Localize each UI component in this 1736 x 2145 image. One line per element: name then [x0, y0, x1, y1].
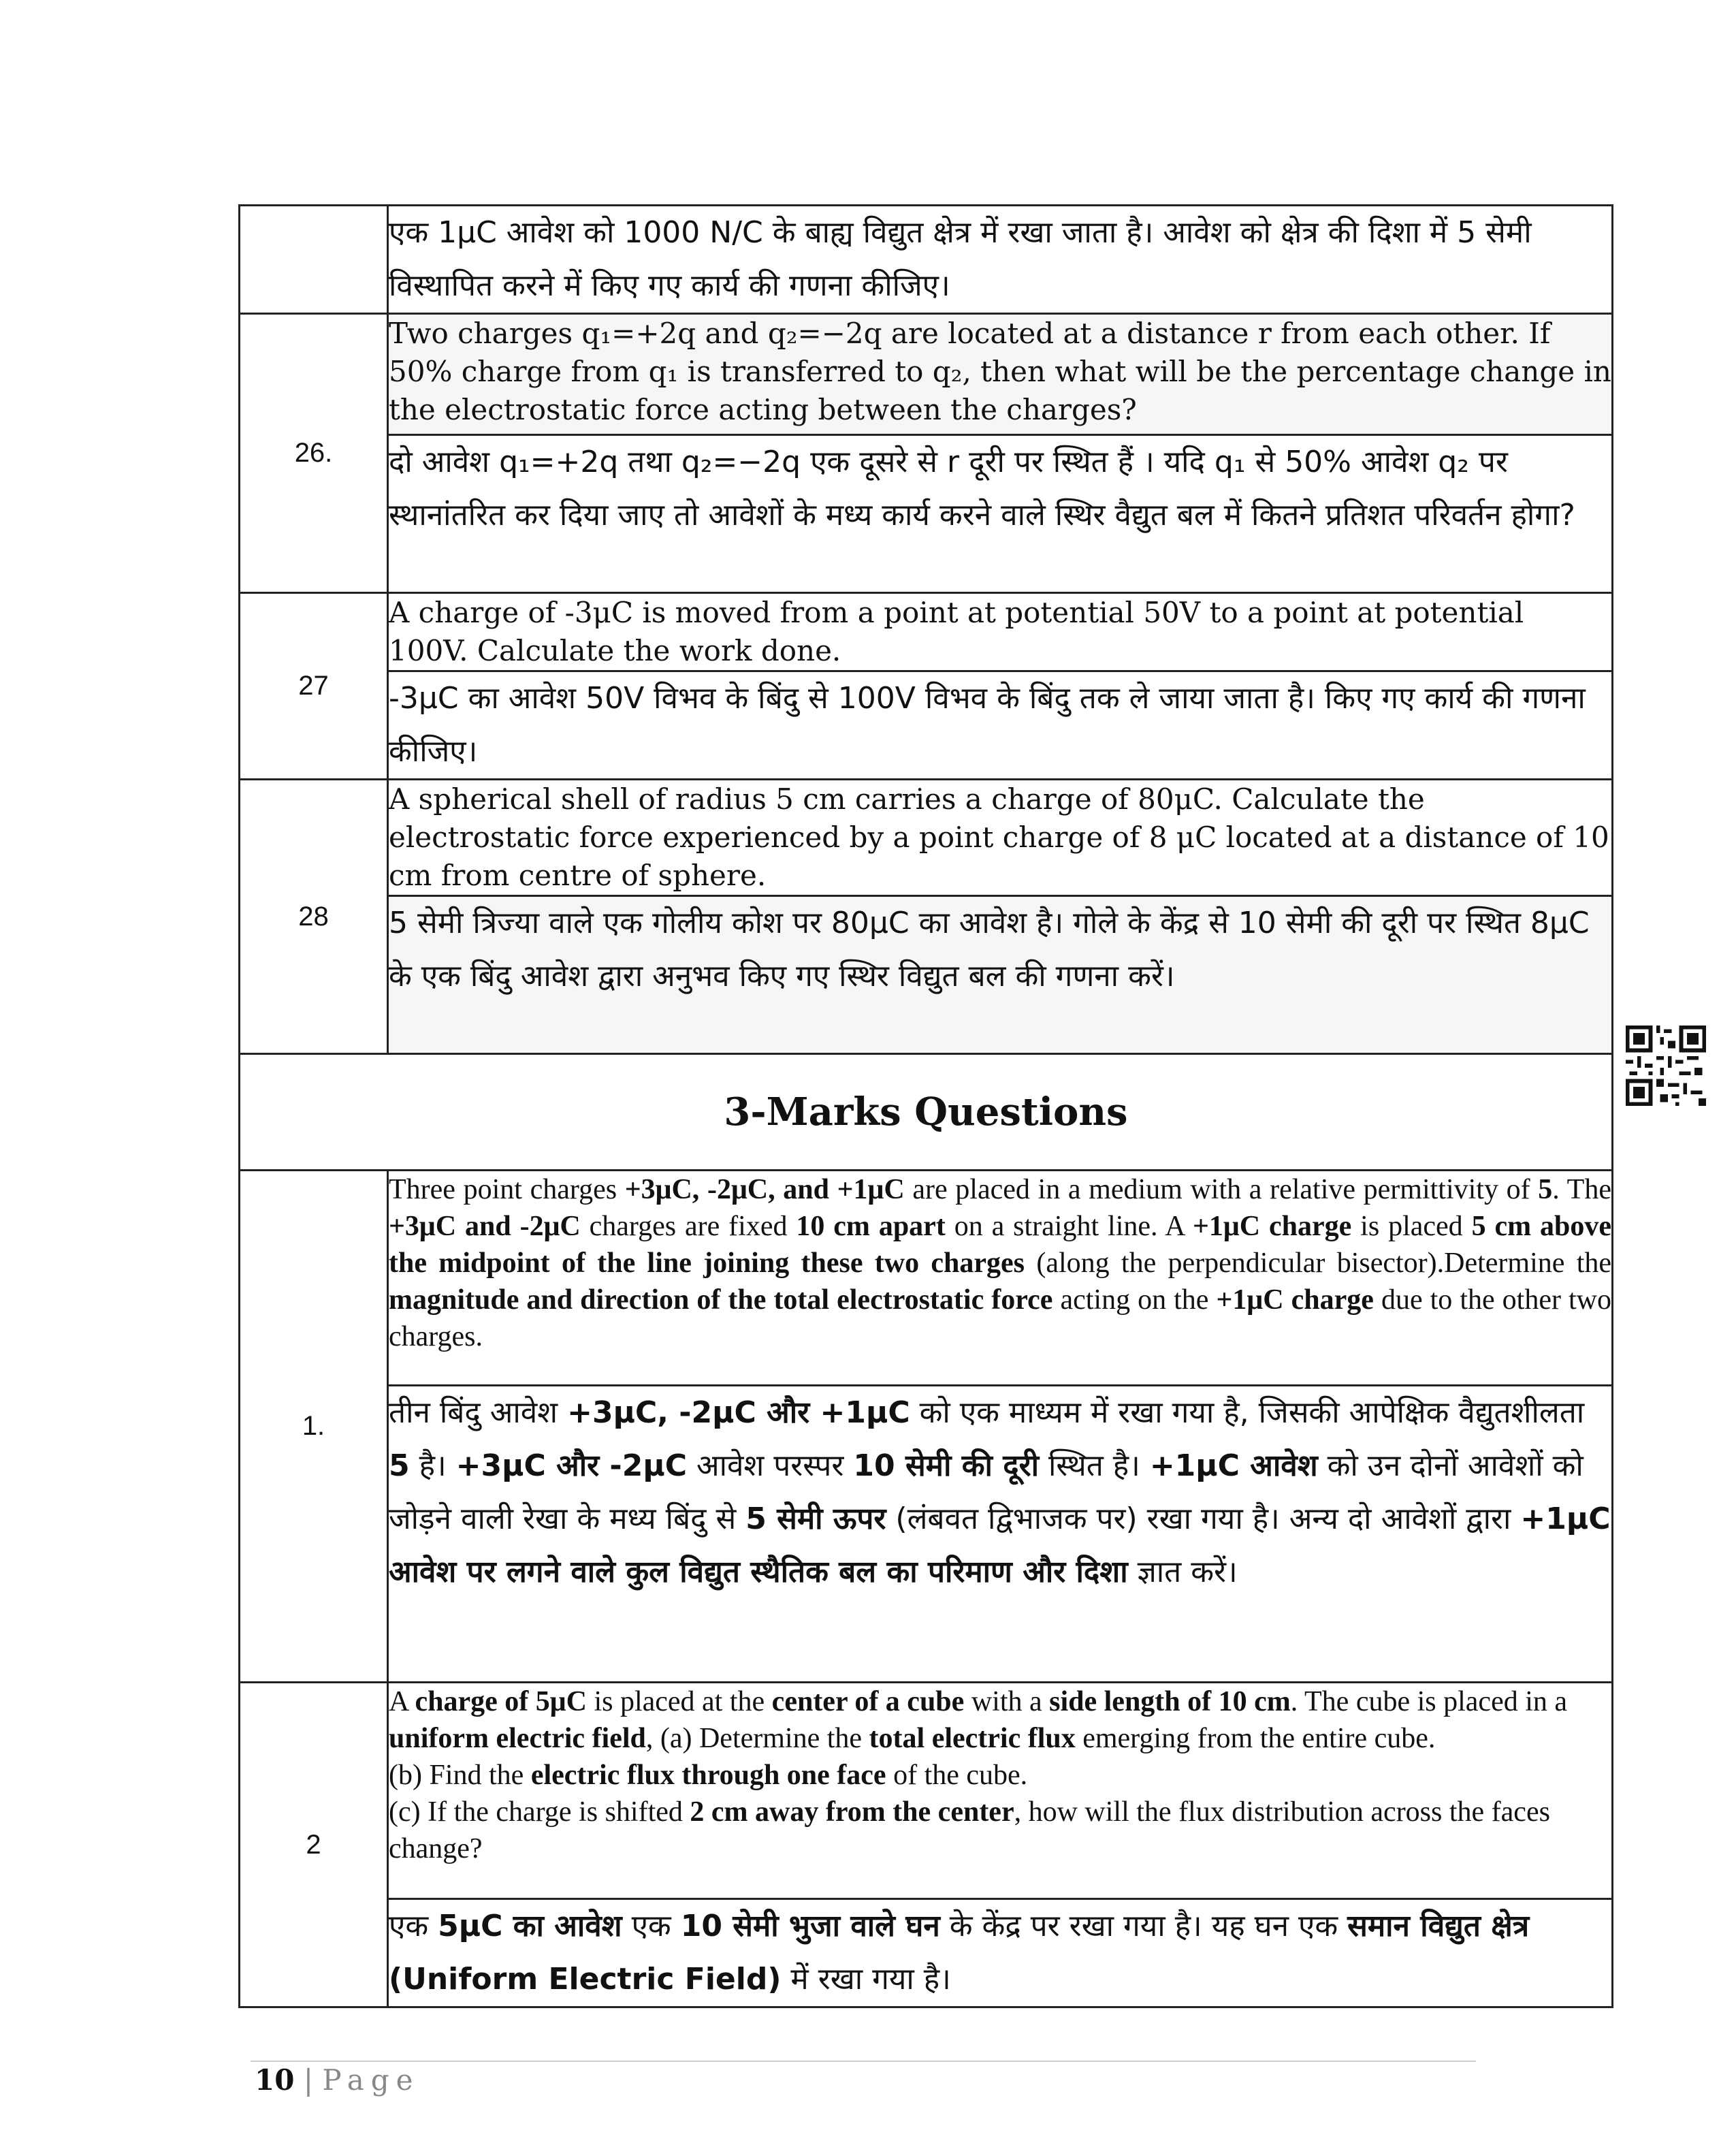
question-hindi-text: दो आवेश q₁=+2q तथा q₂=−2q एक दूसरे से r दूरी पर स्थित हैं । यदि q₁ से 50% आवेश q₂ पर स्थानांतरित कर दिया जाए तो आवेशों के मध्य कार्य करने वाले स्थिर वैद्युत बल में कितने प्रतिशत परिवर्तन होगा? [388, 435, 1613, 593]
question-english-text: A charge of -3μC is moved from a point at potential 50V to a point at potential 100V. Calculate the work done. [388, 593, 1613, 671]
question-row-28-hindi [240, 896, 1613, 1054]
footer-separator: | [303, 2063, 313, 2097]
question-english-text: Two charges q₁=+2q and q₂=−2q are located at a distance r from each other. If 50% charge from q₁ is transferred to q₂, then what will be the percentage change in the electrostatic force acting between the charges? [388, 314, 1613, 435]
question-number: 2 [240, 1683, 388, 2007]
question-row-3m-1 [240, 1171, 1613, 1386]
question-number: 27 [240, 593, 388, 780]
question-hindi-text: एक 5μC का आवेश एक 10 सेमी भुजा वाले घन के केंद्र पर रखा गया है। यह घन एक समान विद्युत क्षेत्र (Uniform Electric Field) में रखा गया है। [388, 1899, 1613, 2007]
question-row-27-hindi [240, 671, 1613, 780]
question-row-25 [240, 206, 1613, 314]
question-english-text: A spherical shell of radius 5 cm carries a charge of 80μC. Calculate the electrostatic force experienced by a point charge of 8 μC located at a distance of 10 cm from centre of sphere. [388, 780, 1613, 896]
question-row-26-hindi [240, 435, 1613, 593]
question-number: 1. [240, 1171, 388, 1683]
question-english-text: Three point charges +3μC, -2μC, and +1μC are placed in a medium with a relative permittivity of 5. The +3μC and -2μC charges are fixed 10 cm apart on a straight line. A +1μC charge is placed 5 cm above the midpoint of the line joining these two charges (along the perpendicular bisector).Determine the magnitude and direction of the total electrostatic force acting on the +1μC charge due to the other two charges. [388, 1171, 1613, 1386]
question-row-26 [240, 314, 1613, 435]
questions-table [238, 204, 1613, 2008]
question-row-3m-1-hindi [240, 1386, 1613, 1683]
page-number: 10 [255, 2063, 295, 2097]
question-row-27 [240, 593, 1613, 671]
question-row-3m-2 [240, 1683, 1613, 1899]
question-hindi-text: तीन बिंदु आवेश +3μC, -2μC और +1μC को एक माध्यम में रखा गया है, जिसकी आपेक्षिक वैद्युतशीलता 5 है। +3μC और -2μC आवेश परस्पर 10 सेमी की दूरी स्थित है। +1μC आवेश को उन दोनों आवेशों को जोड़ने वाली रेखा के मध्य बिंदु से 5 सेमी ऊपर (लंबवत द्विभाजक पर) रखा गया है। अन्य दो आवेशों द्वारा +1μC आवेश पर लगने वाले कुल विद्युत स्थैतिक बल का परिमाण और दिशा ज्ञात करें। [388, 1386, 1613, 1683]
question-english-text: A charge of 5μC is placed at the center of a cube with a side length of 10 cm. The cube is placed in a uniform electric field, (a) Determine the total electric flux emerging from the entire cube. (b) Find the electric flux through one face of the cube. (c) If the charge is shifted 2 cm away from the center, how will the flux distribution across the faces change? [388, 1683, 1613, 1899]
page-label: Page [322, 2063, 420, 2097]
question-hindi-text: -3μC का आवेश 50V विभव के बिंदु से 100V विभव के बिंदु तक ले जाया जाता है। किए गए कार्य की गणना कीजिए। [388, 671, 1613, 780]
question-hindi-text: 5 सेमी त्रिज्या वाले एक गोलीय कोश पर 80μC का आवेश है। गोले के केंद्र से 10 सेमी की दूरी पर स्थित 8μC के एक बिंदु आवेश द्वारा अनुभव किए गए स्थिर विद्युत बल की गणना करें। [388, 896, 1613, 1054]
question-hindi-text: एक 1μC आवेश को 1000 N/C के बाह्य विद्युत क्षेत्र में रखा जाता है। आवेश को क्षेत्र की दिशा में 5 सेमी विस्थापित करने में किए गए कार्य की गणना कीजिए। [388, 206, 1613, 314]
question-number-cell [240, 206, 388, 314]
section-title: 3-Marks Questions [240, 1054, 1613, 1171]
question-number: 28 [240, 780, 388, 1054]
question-row-28 [240, 780, 1613, 896]
page-footer [255, 2063, 419, 2097]
qr-code-icon [1626, 1026, 1706, 1106]
question-number: 26. [240, 314, 388, 593]
section-heading-row [240, 1054, 1613, 1171]
footer-divider [251, 2061, 1476, 2062]
question-row-3m-2-hindi [240, 1899, 1613, 2007]
